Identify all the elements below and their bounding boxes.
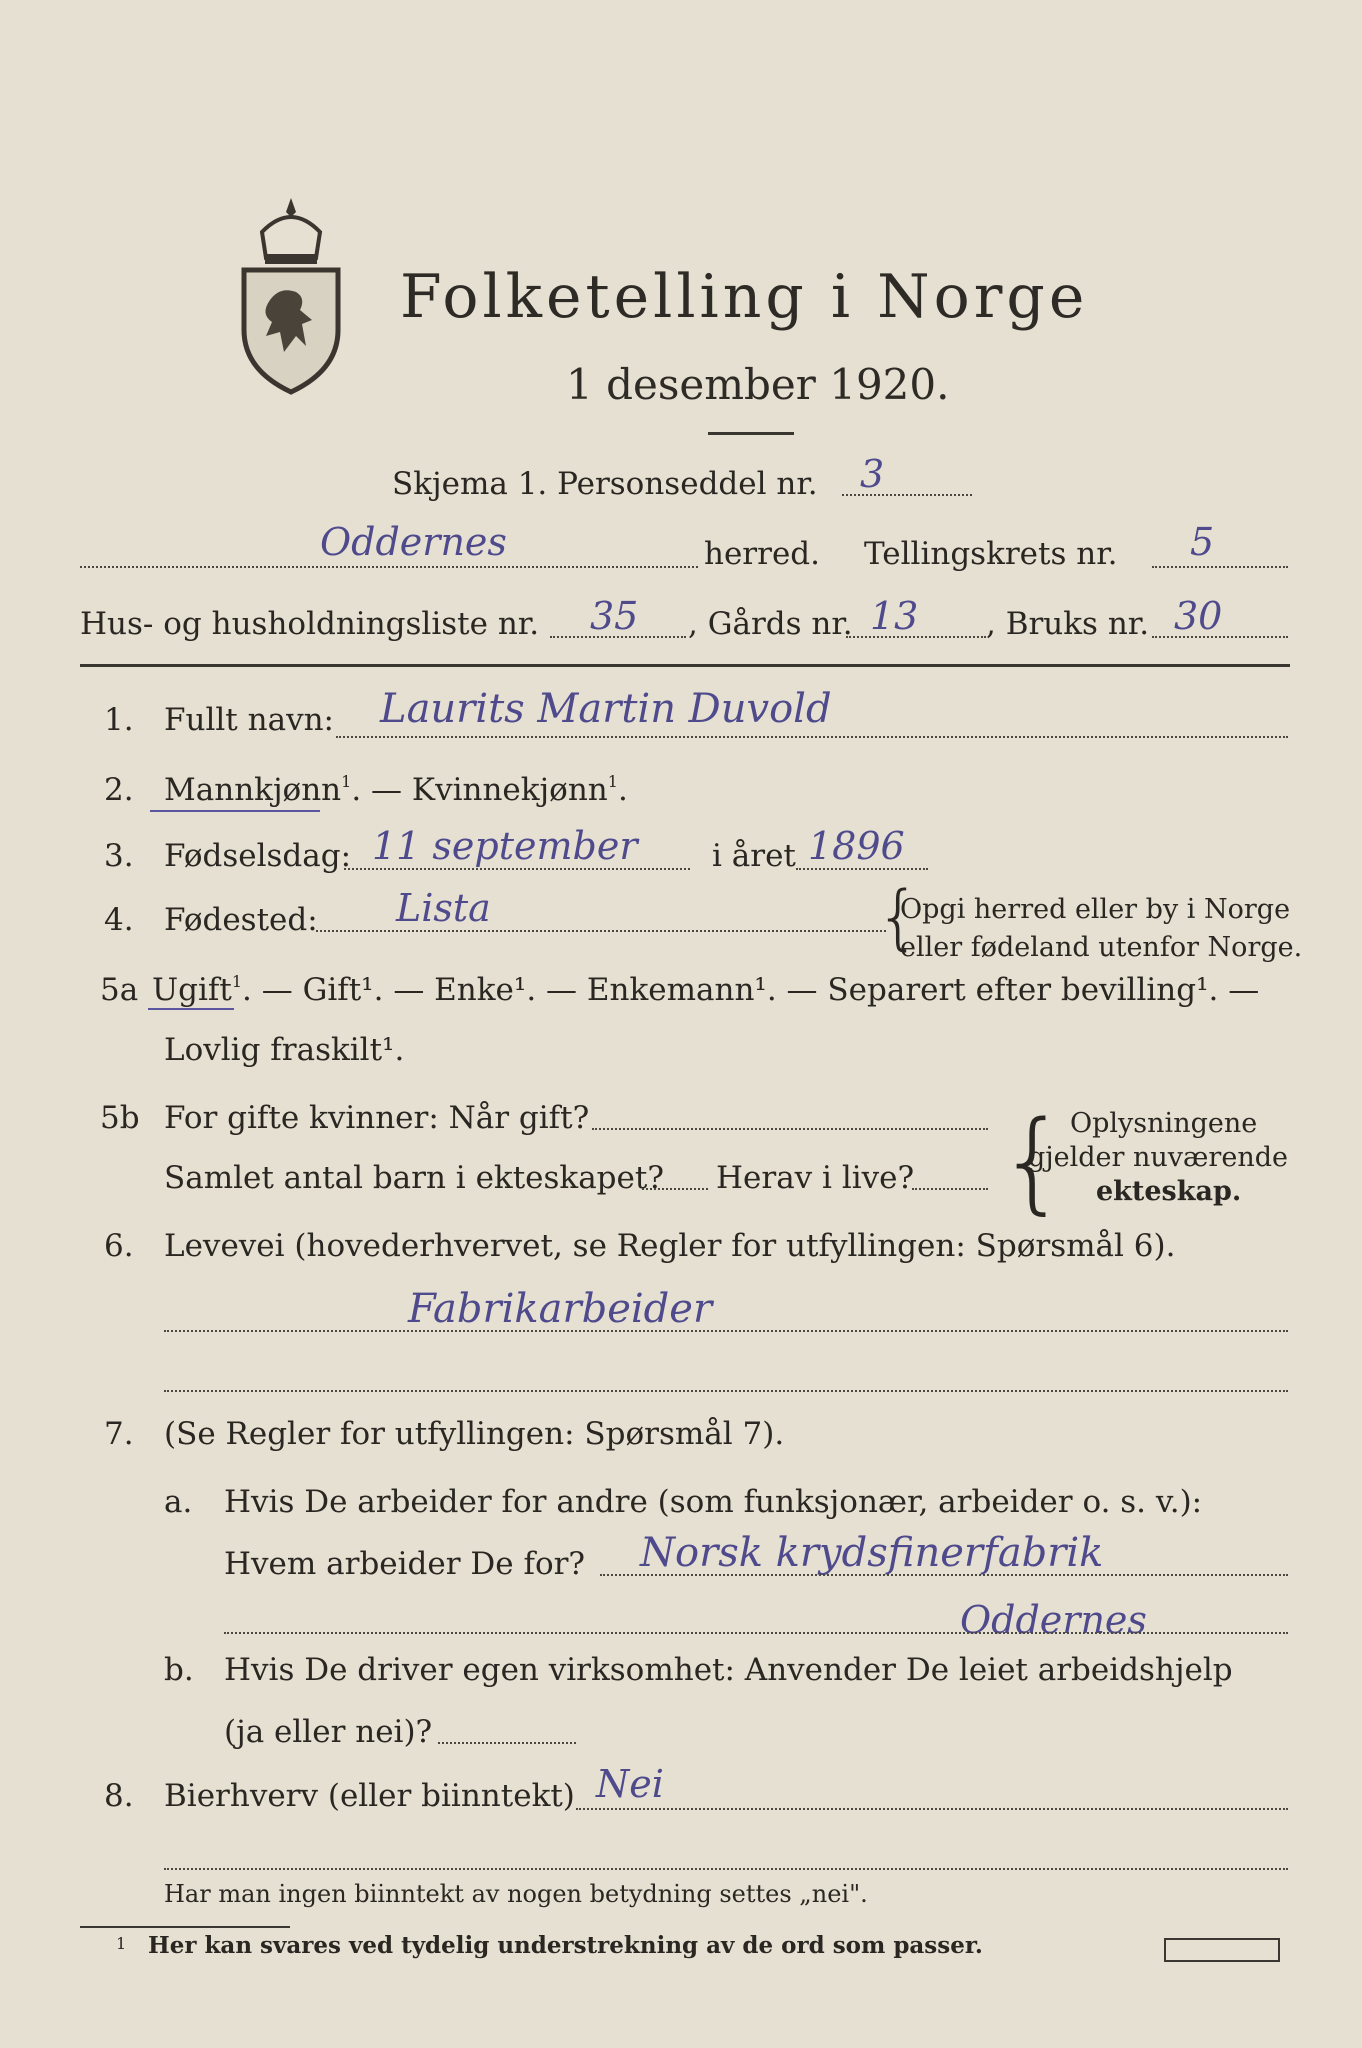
hus-field [550, 636, 686, 638]
hus-label: Hus- og husholdningsliste nr. [80, 606, 540, 642]
birthplace-value: Lista [396, 886, 491, 930]
herred-label: herred. [704, 536, 820, 572]
year-label: i året [712, 838, 796, 874]
employer-value: Norsk krydsfinerfabrik [640, 1530, 1104, 1576]
note-brace: { [876, 876, 921, 958]
q7a-line2: Hvem arbeider De for? [224, 1546, 586, 1582]
q5a-number: 5a [100, 972, 139, 1008]
q8-number: 8. [104, 1778, 134, 1814]
printer-stamp-icon [1164, 1938, 1280, 1962]
herred-value: Oddernes [320, 520, 507, 564]
children-alive-field [912, 1188, 988, 1190]
footnote-text: Her kan svares ved tydelig understrekning av de ord som passer. [148, 1932, 983, 1959]
mannkjonn-underline [150, 810, 320, 812]
q7a-line1: Hvis De arbeider for andre (som funksjonær, arbeider o. s. v.): [224, 1484, 1203, 1520]
occupation-field-2 [164, 1390, 1288, 1392]
side-income-field-1 [576, 1808, 1288, 1810]
footer-note: Har man ingen biinntekt av nogen betydning settes „nei". [164, 1880, 868, 1908]
herred-field [80, 566, 698, 568]
q5a-line2: Lovlig fraskilt¹. [164, 1032, 405, 1068]
q5b-line2b: Herav i live? [716, 1160, 915, 1196]
hired-help-field [438, 1742, 576, 1744]
personseddel-number: 3 [860, 452, 885, 496]
q4-label: Fødested: [164, 902, 318, 938]
q7-number: 7. [104, 1416, 134, 1452]
ugift-underline [148, 1008, 234, 1010]
header-divider [80, 664, 1290, 667]
tellingskrets-label: Tellingskrets nr. [864, 536, 1118, 572]
q1-label: Fullt navn: [164, 702, 334, 738]
birthplace-field [316, 930, 886, 932]
q3-number: 3. [104, 838, 134, 874]
employer-field-1 [600, 1574, 1288, 1576]
employer-value-line2: Oddernes [960, 1598, 1147, 1642]
birthplace-note-line2: eller fødeland utenfor Norge. [900, 932, 1303, 963]
q5b-line1: For gifte kvinner: Når gift? [164, 1100, 590, 1136]
q5b-line2a: Samlet antal barn i ekteskapet? [164, 1160, 664, 1196]
birthday-value: 11 september [372, 824, 638, 868]
q5a-options: Ugift$^1$. — Gift¹. — Enke¹. — Enkemann¹. — Separert efter bevilling¹. — [152, 972, 1260, 1008]
tellingskrets-value: 5 [1190, 520, 1215, 564]
bruks-label: , Bruks nr. [986, 606, 1150, 642]
tellingskrets-field [1152, 566, 1288, 568]
form-title: Folketelling i Norge [400, 262, 1089, 332]
full-name-value: Laurits Martin Duvold [380, 686, 832, 732]
note-brace-5b: { [998, 1097, 1068, 1225]
children-count-field [642, 1188, 708, 1190]
occupation-value: Fabrikarbeider [408, 1286, 713, 1332]
q2-options: Mannkjønn$^1$. — Kvinnekjønn$^1$. [164, 772, 628, 808]
option-mannkjonn: Mannkjønn [164, 772, 342, 808]
birth-year-field [796, 868, 928, 870]
q4-number: 4. [104, 902, 134, 938]
bruks-field [1152, 636, 1288, 638]
q7a-letter: a. [164, 1484, 193, 1520]
coat-of-arms-icon [232, 192, 350, 402]
gards-value: 13 [870, 594, 919, 638]
side-income-value: Nei [596, 1762, 664, 1806]
census-date: 1 desember 1920. [566, 360, 950, 409]
q2-number: 2. [104, 772, 134, 808]
q8-label: Bierhverv (eller biinntekt) [164, 1778, 575, 1814]
q6-label: Levevei (hovederhvervet, se Regler for utfyllingen: Spørsmål 6). [164, 1228, 1176, 1264]
footnote-divider [80, 1926, 290, 1928]
married-date-field [592, 1128, 988, 1130]
birthday-field [344, 868, 690, 870]
q7b-letter: b. [164, 1652, 194, 1688]
footnote-mark: 1 [116, 1934, 127, 1953]
gards-label: , Gårds nr. [688, 606, 853, 642]
gards-field [846, 636, 986, 638]
q5b-number: 5b [100, 1100, 140, 1136]
q7b-line1: Hvis De driver egen virksomhet: Anvender De leiet arbeidshjelp [224, 1652, 1233, 1688]
q1-number: 1. [104, 702, 134, 738]
q5b-note1: Oplysningene [1070, 1108, 1258, 1139]
option-ugift: Ugift [152, 972, 232, 1008]
personseddel-field [842, 494, 972, 496]
employer-field-2 [224, 1632, 1288, 1634]
birth-year-value: 1896 [808, 824, 905, 868]
q6-number: 6. [104, 1228, 134, 1264]
q5b-note2: gjelder nuværende [1028, 1142, 1288, 1173]
q3-label: Fødselsdag: [164, 838, 352, 874]
option-kvinnekjonn: Kvinnekjønn [411, 772, 608, 808]
q7b-line2: (ja eller nei)? [224, 1714, 433, 1750]
q5b-note3: ekteskap. [1096, 1176, 1242, 1207]
side-income-field-2 [164, 1868, 1288, 1870]
q7-label: (Se Regler for utfyllingen: Spørsmål 7). [164, 1416, 785, 1452]
title-divider [708, 432, 794, 435]
hus-value: 35 [590, 594, 639, 638]
occupation-field-1 [164, 1330, 1288, 1332]
full-name-field [336, 736, 1288, 738]
schema-label: Skjema 1. Personseddel nr. [392, 466, 818, 502]
birthplace-note-line1: Opgi herred eller by i Norge [900, 894, 1291, 925]
bruks-value: 30 [1174, 594, 1223, 638]
